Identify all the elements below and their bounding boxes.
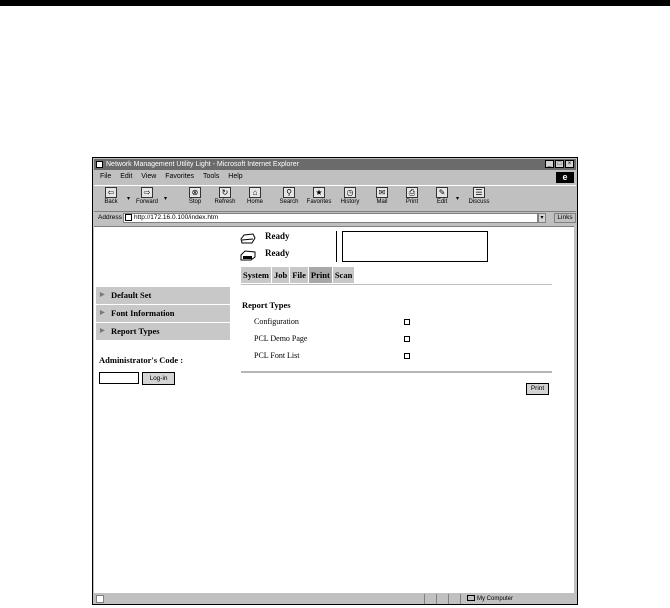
mail-icon: ✉ (376, 187, 388, 198)
history-icon: ◷ (344, 187, 356, 198)
tab-scan[interactable]: Scan (333, 267, 354, 283)
mail-label: Mail (376, 199, 388, 205)
edit-button[interactable] (427, 187, 460, 205)
minimize-button[interactable]: _ (545, 160, 554, 168)
status-segment (436, 594, 437, 604)
status-segment (424, 594, 425, 604)
history-button[interactable] (335, 187, 365, 205)
report-types-heading: Report Types (242, 300, 291, 310)
menu-favorites[interactable]: Favorites (165, 173, 195, 180)
address-bar (94, 212, 576, 224)
security-zone (467, 594, 513, 604)
forward-label: Forward (135, 199, 158, 205)
sidebar-item-font-information[interactable] (96, 305, 230, 322)
history-label: History (340, 199, 360, 205)
computer-icon (467, 595, 475, 601)
report-item-label: Configuration (254, 317, 299, 326)
browser-window (92, 157, 578, 605)
tab-bar (241, 267, 355, 283)
sidebar-item-label: Report Types (111, 326, 160, 336)
mail-button[interactable] (367, 187, 397, 205)
discuss-label: Discuss (468, 199, 490, 205)
refresh-button[interactable] (210, 187, 240, 205)
tab-print[interactable]: Print (309, 267, 332, 283)
tab-divider (241, 284, 552, 285)
top-rule (0, 0, 670, 6)
close-button[interactable]: × (565, 160, 574, 168)
triangle-right-icon: ▶ (100, 310, 105, 316)
triangle-right-icon: ▶ (100, 328, 105, 334)
discuss-icon: ☰ (473, 187, 485, 198)
discuss-button[interactable] (464, 187, 494, 205)
status-message-box (342, 231, 488, 262)
stop-button[interactable] (180, 187, 210, 205)
status-bar (94, 594, 576, 604)
menu-file[interactable]: File (100, 173, 112, 180)
administrator-code-label: Administrator's Code : (99, 355, 184, 365)
back-button[interactable] (96, 187, 126, 205)
address-url: http://172.16.0.100/index.htm (134, 214, 219, 222)
page-content (94, 226, 574, 593)
pcl-font-list-checkbox[interactable] (404, 353, 410, 359)
tab-system[interactable]: System (241, 267, 271, 283)
sidebar-item-label: Default Set (111, 290, 152, 300)
edit-icon: ✎ (436, 187, 448, 198)
address-input[interactable] (123, 213, 538, 223)
menu-tools[interactable]: Tools (203, 173, 220, 180)
printer-status-text: Ready (265, 231, 290, 241)
standard-toolbar (94, 185, 576, 212)
address-dropdown-icon[interactable]: ▾ (538, 213, 546, 223)
page-icon (125, 214, 132, 221)
address-label: Address (98, 214, 122, 221)
sidebar-item-report-types[interactable] (96, 323, 230, 340)
triangle-right-icon: ▶ (100, 292, 105, 298)
status-segment (448, 594, 449, 604)
back-label: Back (104, 199, 118, 205)
menu-bar (94, 171, 576, 183)
print-toolbar-label: Print (405, 199, 419, 205)
maximize-button[interactable]: □ (555, 160, 564, 168)
ie-logo-icon: e (556, 172, 574, 183)
menu-edit[interactable]: Edit (120, 173, 133, 180)
sidebar-item-default-set[interactable] (96, 287, 230, 304)
back-dropdown-icon[interactable]: ▾ (127, 196, 131, 202)
page-done-icon (96, 595, 104, 603)
login-button[interactable]: Log-in (142, 372, 175, 385)
ie-page-icon (96, 161, 103, 168)
search-icon: ⚲ (283, 187, 295, 198)
favorites-icon: ★ (313, 187, 325, 198)
configuration-checkbox[interactable] (404, 319, 410, 325)
printer-icon: ⎙ (406, 187, 418, 198)
status-segment (460, 594, 461, 604)
forward-arrow-icon: ⇨ (141, 187, 153, 198)
home-label: Home (246, 199, 263, 205)
report-item-label: PCL Demo Page (254, 334, 308, 343)
report-item-label: PCL Font List (254, 351, 300, 360)
tab-file[interactable]: File (290, 267, 308, 283)
favorites-label: Favorites (306, 199, 332, 205)
search-button[interactable] (274, 187, 304, 205)
vertical-scrollbar[interactable] (574, 226, 577, 592)
status-divider (336, 231, 337, 262)
back-arrow-icon: ⇦ (105, 187, 117, 198)
favorites-button[interactable] (304, 187, 334, 205)
print-toolbar-button[interactable] (397, 187, 427, 205)
print-button[interactable]: Print (526, 383, 549, 395)
menu-help[interactable]: Help (228, 173, 243, 180)
administrator-code-input[interactable] (99, 372, 139, 384)
search-label: Search (279, 199, 299, 205)
refresh-icon: ↻ (219, 187, 231, 198)
stop-icon: ⊗ (189, 187, 201, 198)
scanner-status-text: Ready (265, 248, 290, 258)
zone-label: My Computer (477, 596, 514, 602)
stop-label: Stop (188, 199, 202, 205)
refresh-label: Refresh (214, 199, 236, 205)
tab-job[interactable]: Job (272, 267, 289, 283)
menu-view[interactable]: View (141, 173, 157, 180)
printer-status-icon (240, 233, 256, 244)
forward-button[interactable] (132, 187, 162, 205)
sidebar-item-label: Font Information (111, 308, 175, 318)
side-menu (96, 287, 230, 341)
forward-dropdown-icon[interactable]: ▾ (164, 196, 168, 202)
scanner-status-icon (240, 250, 256, 261)
links-button[interactable]: Links (554, 213, 576, 223)
home-icon: ⌂ (249, 187, 261, 198)
title-bar (94, 159, 576, 170)
report-divider (241, 371, 552, 373)
home-button[interactable] (240, 187, 270, 205)
edit-label: Edit (436, 199, 448, 205)
window-title: Network Management Utility Light - Microsoft Internet Explorer (106, 161, 299, 168)
edit-dropdown-icon[interactable]: ▾ (456, 196, 460, 202)
pcl-demo-page-checkbox[interactable] (404, 336, 410, 342)
